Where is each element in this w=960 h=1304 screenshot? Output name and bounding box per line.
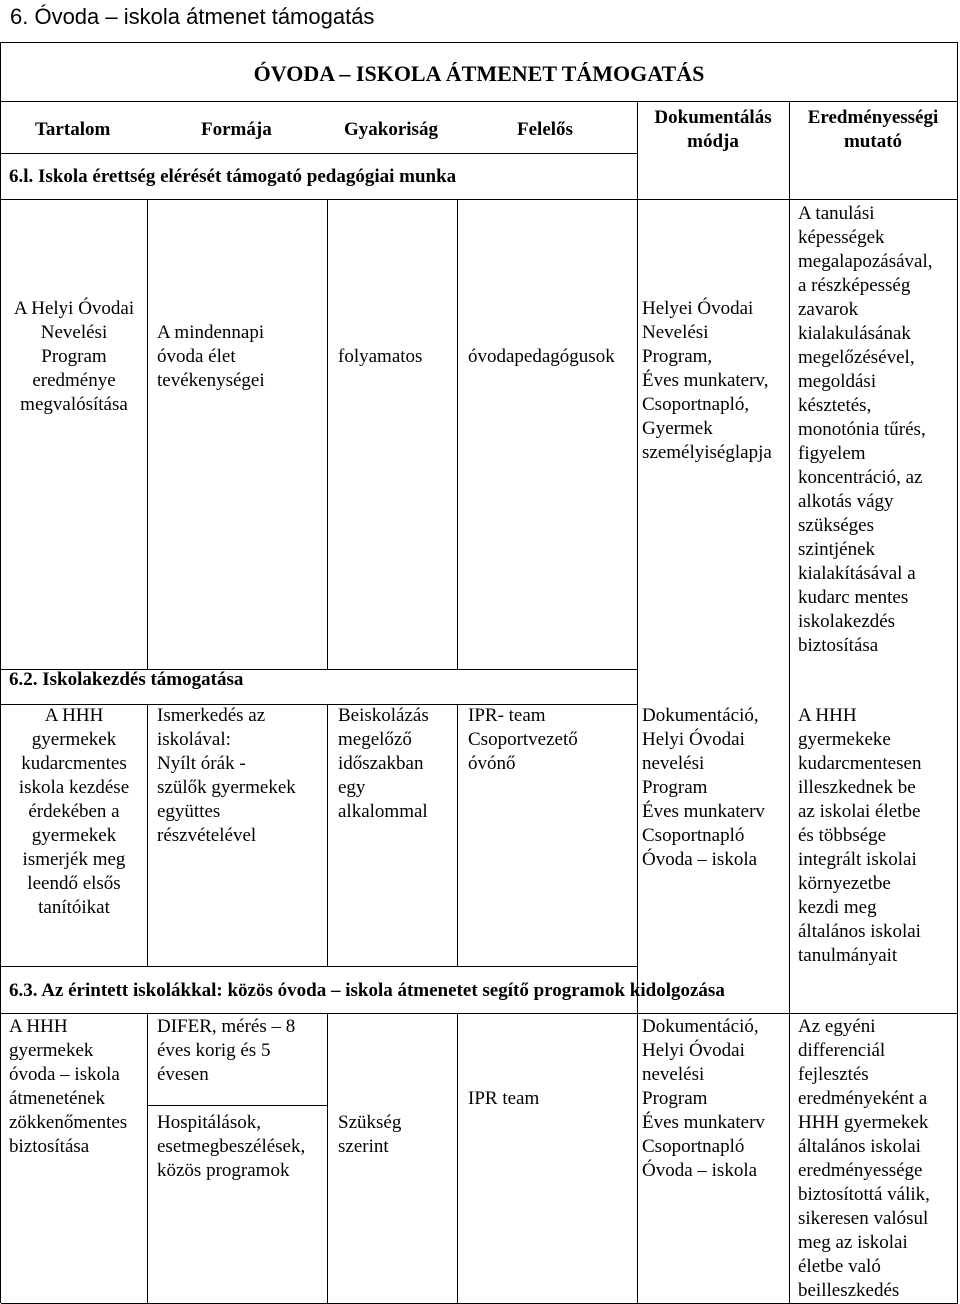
table-cell: Az egyéni differenciál fejlesztés eredményeként a HHH gyermekek általános iskolai eredményessége biztosítottá válik, sikeresen valósul meg az iskolai életbe való beilleszkedés — [798, 1016, 930, 1301]
section-title: 6.l. Iskola érettség elérését támogató pedagógiai munka — [9, 166, 457, 187]
column-header: Gyakoriság — [344, 119, 438, 140]
row-divider — [1, 966, 637, 967]
column-header: Formája — [201, 119, 272, 140]
table-cell: Hospitálások, esetmegbeszélések, közös programok — [157, 1112, 306, 1181]
table-title: ÓVODA – ISKOLA ÁTMENET TÁMOGATÁS — [253, 61, 705, 86]
table-cell: Helyei Óvodai Nevelési Program, Éves munkaterv, Csoportnapló, Gyermek személyiséglapja — [642, 298, 772, 463]
row-divider — [1, 101, 957, 102]
column-divider — [147, 1013, 148, 1304]
table-cell: óvodapedagógusok — [468, 346, 615, 367]
table-cell: Dokumentáció, Helyi Óvodai nevelési Program Éves munkaterv Csoportnapló Óvoda – iskola — [642, 1016, 765, 1181]
row-divider — [1, 199, 957, 200]
table-cell: DIFER, mérés – 8 éves korig és 5 évesen — [157, 1016, 296, 1085]
column-header: Dokumentálás módja — [654, 107, 772, 152]
column-divider — [327, 1013, 328, 1304]
table-cell: Beiskolázás megelőző időszakban egy alkalommal — [338, 705, 429, 822]
column-header: Eredményességi mutató — [807, 107, 939, 152]
column-divider — [789, 101, 790, 1304]
column-divider — [327, 704, 328, 966]
table-cell: A Helyi Óvodai Nevelési Program eredménye megvalósítása — [13, 298, 135, 415]
table-cell: Szükség szerint — [338, 1112, 402, 1157]
column-header: Felelős — [517, 119, 573, 140]
table-cell: A HHH gyermekek óvoda – iskola átmenetének zökkenőmentes biztosítása — [9, 1016, 128, 1157]
row-divider — [1, 153, 637, 154]
column-divider — [457, 704, 458, 966]
column-divider — [457, 1013, 458, 1304]
section-title: 6.3. Az érintett iskolákkal: közös óvoda – iskola átmenetet segítő programok kidolgozása — [9, 980, 725, 1001]
table-cell: A tanulási képességek megalapozásával, a részképesség zavarok kialakulásának megelőzésével, megoldási késztetés, monotónia tűrés, figyelem koncentráció, az alkotás vágy szükséges szintjének kialakításával a kudarc mentes iskolakezdés biztosítása — [798, 203, 933, 656]
row-divider — [1, 1013, 957, 1014]
row-divider — [147, 1105, 327, 1106]
column-header: Tartalom — [35, 119, 111, 140]
column-divider — [147, 199, 148, 669]
table-cell: Dokumentáció, Helyi Óvodai nevelési Program Éves munkaterv Csoportnapló Óvoda – iskola — [642, 705, 765, 870]
table-cell: folyamatos — [338, 346, 423, 367]
column-divider — [637, 101, 638, 1304]
table-cell: IPR team — [468, 1088, 540, 1109]
table-cell: A HHH gyermekek kudarcmentes iskola kezdése érdekében a gyermekek ismerjék meg leendő elsős tanítóikat — [18, 705, 130, 918]
table-cell: Ismerkedés az iskolával: Nyílt órák - szülők gyermekek együttes részvételével — [157, 705, 296, 846]
table-cell: A HHH gyermekeke kudarcmentesen illeszkednek be az iskolai életbe és többsége integrált iskolai környezetbe kezdi meg általános iskolai tanulmányait — [798, 705, 922, 966]
transition-support-table — [0, 42, 958, 1303]
column-divider — [147, 704, 148, 966]
column-divider — [327, 199, 328, 669]
table-cell: A mindennapi óvoda élet tevékenységei — [157, 322, 265, 391]
table-cell: IPR- team Csoportvezető óvónő — [468, 705, 578, 774]
page-heading: 6. Óvoda – iskola átmenet támogatás — [10, 4, 375, 29]
column-divider — [957, 43, 958, 1304]
section-title: 6.2. Iskolakezdés támogatása — [9, 669, 244, 690]
column-divider — [457, 199, 458, 669]
